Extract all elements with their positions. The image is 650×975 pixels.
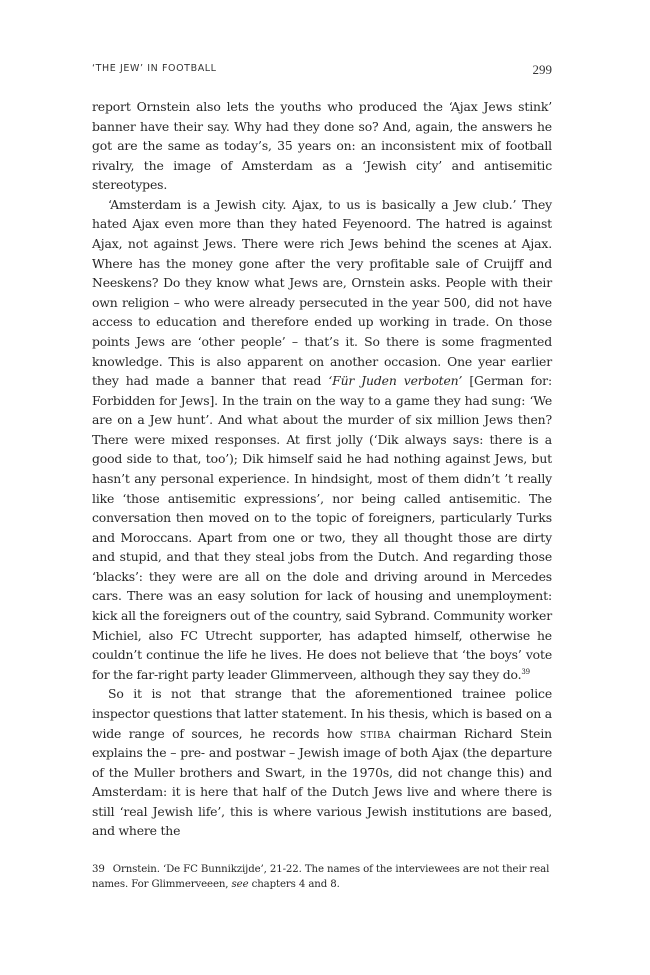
paragraph-2-text-b: [German for: Forbidden for Jews]. In the train on the way to a game they had sung: ‘We are on a Jew hunt’. And what about the murder of six million Jews then? There were mixed responses. At first jolly (‘Dik always says: there is a good side to that, too’); Dik himself said he had nothing against Jews, but hasn’t any personal experience. In hindsight, most of them didn’t ’t really like ‘those antisemitic expressions’, nor being called antisemitic. The conversation then moved on to the topic of foreigners, particularly Turks and Moroccans. Apart from one or two, they all thought those are dirty and stupid, and that they steal jobs from the Dutch. And regarding those ‘blacks’: they were are all on the dole and driving around in Mercedes cars. There was an easy solution for lack of housing and unemployment: kick all the foreigners out of the country, said Sybrand. Community worker Michiel, also FC Utrecht supporter, has adapted himself, otherwise he couldn’t continue the life he lives. He does not believe that ‘the boys’ vote for the far-right party leader Glimmerveen, although they say they do. [92,373,552,682]
running-title: ‘THE JEW’ IN FOOTBALL [92,63,217,74]
footnote-reference: 39 [521,667,530,676]
footnote-text-a: Ornstein. ‘De FC Bunnikzijde’, 21-22. The names of the interviewees are not their real names. For Glimmerveeen, [92,864,550,891]
paragraph-2-text-a: ‘Amsterdam is a Jewish city. Ajax, to us is basically a Jew club.’ They hated Ajax even more than they hated Feyenoord. The hatred is against Ajax, not against Jews. There were rich Jews behind the scenes at Ajax. Where has the money gone after the very profitable sale of Cruijff and Neeskens? Do they know what Jews are, Ornstein asks. People with their own religion – who were already persecuted in the year 500, did not have access to education and therefore ended up working in trade. On those points Jews are ‘other people’ – that’s it. So there is some fragmented knowledge. This is also apparent on another occasion. One year earlier they had made a banner that read [92,196,552,389]
paragraph-2 [92,195,552,684]
page-number: 299 [532,62,552,77]
running-head [92,62,552,78]
paragraph-3 [92,684,552,841]
footnote [92,862,552,893]
paragraph-3-text-b: chairman Richard Stein explains the – pre- and postwar – Jewish image of both Ajax (the departure of the Muller brothers and Swart, in the 1970s, did not change this) and Amsterdam: it is here that half of the Dutch Jews live and where there is still ‘real Jewish life’, this is where various Jewish institutions are based, and where the [92,725,552,839]
body-text [92,97,552,841]
paragraph-1 [92,97,552,195]
paragraph-3-text-a: So it is not that strange that the aforementioned trainee police inspector questions that latter statement. In his thesis, which is based on a wide range of sources, he records how [92,686,552,741]
footnote-italic: see [231,879,249,891]
paragraph-1-text: report Ornstein also lets the youths who produced the ‘Ajax Jews stink’ banner have their say. Why had they done so? And, again, the answers he got are the same as today’s, 35 years on: an inconsistent mix of football rivalry, the image of Amsterdam as a ‘Jewish city’ and antisemitic stereotypes. [92,99,552,193]
stiba-small-caps: stiba [360,725,391,741]
footnote-text-b: chapters 4 and 8. [248,879,340,891]
footnote-number: 39 [92,864,105,875]
paragraph-2-italic: ‘Für Juden verboten’ [328,373,463,389]
